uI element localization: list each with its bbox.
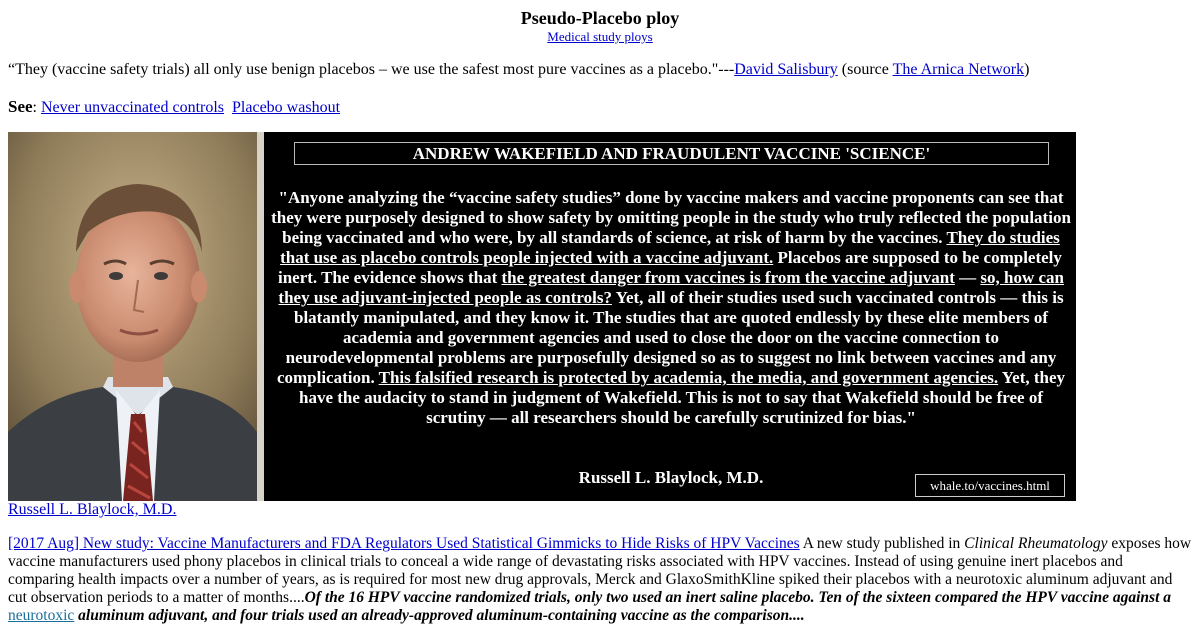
salisbury-quote	[8, 61, 1029, 79]
quote-part-6-underlined: so, how can they use adjuvant-injected people as controls?	[278, 268, 1065, 307]
david-salisbury-link[interactable]: David Salisbury	[734, 61, 838, 78]
quote-part-2-underlined: They do studies that use as placebo controls people injected with a vaccine adjuvant.	[280, 228, 1060, 267]
hpv-study-link[interactable]: [2017 Aug] New study: Vaccine Manufacturers and FDA Regulators Used Statistical Gimmicks to Hide Risks of HPV Vaccines	[8, 535, 800, 552]
quote-text: “They (vaccine safety trials) all only use benign placebos – we use the safest most pure vaccines as a placebo."---	[8, 61, 735, 78]
quote-part-8-underlined: This falsified research is protected by academia, the media, and government agencies.	[378, 368, 999, 387]
never-unvaccinated-controls-link[interactable]: Never unvaccinated controls	[41, 99, 225, 116]
news-text-2: exposes how vaccine manufacturers used phony placebos in clinical trials to conceal a wide range of devastating risks associated with HPV vaccines. Instead of using genuine inert placebos and comparing health impacts over a number of years, as is required for most new drug approvals, Merck and GlaxoSmithKline spiked their placebos with a neurotoxic aluminum adjuvant and cut observation periods to a matter of months....	[8, 535, 1192, 606]
news-bold-2: aluminum adjuvant, and four trials used an already-approved aluminum-containing vaccine as the comparison....	[74, 607, 805, 624]
quote-part-3: Placebos are supposed to be completely inert. The evidence shows that	[277, 248, 1062, 287]
source-badge: whale.to/vaccines.html	[915, 474, 1065, 497]
news-text-1: A new study published in	[799, 535, 965, 552]
news-item	[8, 535, 1193, 625]
page-title: Pseudo-Placebo ploy	[520, 8, 680, 28]
quote-part-9: Yet, they have the audacity to stand in judgment of Wakefield. This is not to say that Wakefield should be free of scrutiny — all researchers should be carefully scrutinized for bias."	[299, 368, 1066, 427]
journal-name: Clinical Rheumatology	[964, 535, 1108, 552]
medical-study-ploys-link[interactable]: Medical study ploys	[547, 29, 653, 44]
see-also	[8, 97, 340, 117]
neurotoxic-link[interactable]: neurotoxic	[8, 607, 75, 624]
subtitle	[0, 29, 1200, 45]
quote-part-7: Yet, all of their studies used such vaccinated controls — this is blatantly manipulated, and they know it. The studies that are quoted endlessly by these elite members of academia and government agencies and used to close the door on the vaccine connection to neurodevelopmental problems are purposefully designed so as to suggest no link between vaccines and any complication.	[276, 288, 1064, 387]
see-label: See	[8, 97, 33, 116]
quote-part-4-underlined: the greatest danger from vaccines is from the vaccine adjuvant	[501, 268, 955, 287]
see-colon: :	[32, 99, 37, 116]
source-suffix: )	[1024, 61, 1030, 78]
source-prefix: (source	[837, 61, 893, 78]
quote-part-1: "Anyone analyzing the “vaccine safety studies” done by vaccine makers and vaccine proponents can see that they were purposely designed to show safety by omitting people in the study who truly reflected the population being vaccinated and who were, by all standards of science, at risk of harm by the vaccines.	[271, 188, 1071, 247]
blaylock-quote	[270, 188, 1072, 428]
quote-author: Russell L. Blaylock, M.D.	[578, 468, 764, 487]
blaylock-portrait	[8, 132, 264, 501]
blaylock-caption-link[interactable]: Russell L. Blaylock, M.D.	[8, 501, 177, 518]
placebo-washout-link[interactable]: Placebo washout	[232, 99, 341, 116]
news-bold-1: Of the 16 HPV vaccine randomized trials, only two used an inert saline placebo. Ten of the sixteen compared the HPV vaccine against a	[304, 589, 1172, 606]
arnica-network-link[interactable]: The Arnica Network	[892, 61, 1025, 78]
image-caption	[8, 501, 176, 519]
blaylock-quote-banner	[8, 132, 1076, 501]
quote-part-5: —	[954, 268, 981, 287]
panel-title: ANDREW WAKEFIELD AND FRAUDULENT VACCINE 'SCIENCE'	[294, 142, 1049, 165]
